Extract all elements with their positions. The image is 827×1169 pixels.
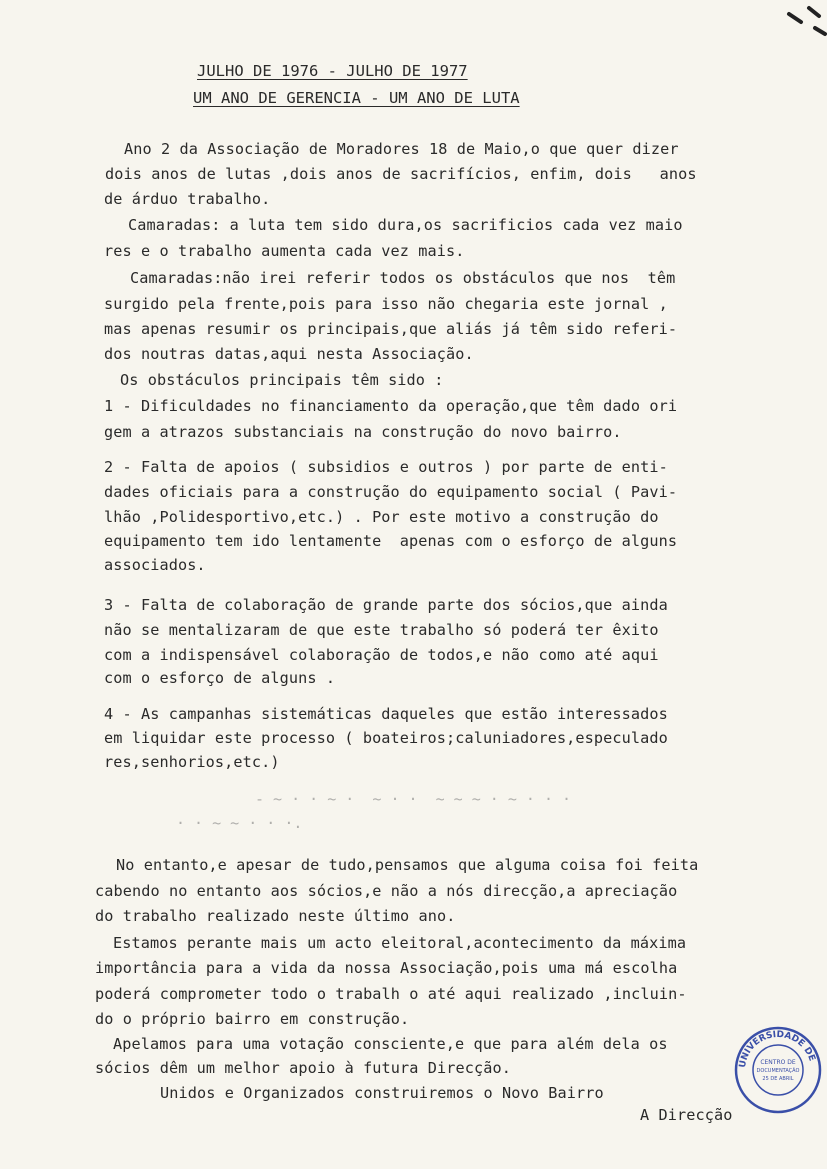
body-line: de árduo trabalho. — [104, 190, 271, 208]
body-line: Estamos perante mais um acto eleitoral,acontecimento da máxima — [113, 934, 687, 952]
body-line: cabendo no entanto aos sócios,e não a nós direcção,a apreciação — [95, 882, 678, 900]
title-line-2: UM ANO DE GERENCIA - UM ANO DE LUTA — [193, 89, 520, 107]
stamp-center-line-1: CENTRO DE — [760, 1059, 796, 1066]
body-line: sócios dêm um melhor apoio à futura Direcção. — [95, 1059, 511, 1077]
body-line: res,senhorios,etc.) — [104, 753, 280, 771]
body-line: com a indispensável colaboração de todos,e não como até aqui — [104, 646, 659, 664]
body-line: lhão ,Polidesportivo,etc.) . Por este motivo a construção do — [104, 508, 659, 526]
body-line: No entanto,e apesar de tudo,pensamos que alguma coisa foi feita — [116, 856, 699, 874]
closing-line: Unidos e Organizados construiremos o Novo Bairro — [160, 1084, 604, 1102]
body-line: Camaradas:não irei referir todos os obstáculos que nos têm — [130, 269, 676, 287]
body-line: associados. — [104, 556, 206, 574]
stamp-center-line-3: 25 DE ABRIL — [762, 1076, 794, 1082]
body-line: não se mentalizaram de que este trabalho só poderá ter êxito — [104, 621, 659, 639]
body-line: do o próprio bairro em construção. — [95, 1010, 410, 1028]
body-line: Ano 2 da Associação de Moradores 18 de Maio,o que quer dizer — [124, 140, 679, 158]
body-line: Os obstáculos principais têm sido : — [120, 371, 444, 389]
body-line: dos noutras datas,aqui nesta Associação. — [104, 345, 474, 363]
body-line: 2 - Falta de apoios ( subsidios e outros ) por parte de enti- — [104, 458, 668, 476]
faded-typewriter-line: - ~ · · ~ · ~ · · ~ ~ ~ · ~ · · · — [255, 790, 572, 808]
body-line: mas apenas resumir os principais,que aliás já têm sido referi- — [104, 320, 678, 338]
body-line: do trabalho realizado neste último ano. — [95, 907, 456, 925]
body-line: surgido pela frente,pois para isso não chegaria este jornal , — [104, 295, 668, 313]
faded-typewriter-line: · · ~ ~ · · ·. — [176, 814, 303, 832]
body-line: Camaradas: a luta tem sido dura,os sacrificios cada vez maio — [128, 216, 683, 234]
body-line: importância para a vida da nossa Associação,pois uma má escolha — [95, 959, 678, 977]
body-line: 3 - Falta de colaboração de grande parte dos sócios,que ainda — [104, 596, 668, 614]
body-line: gem a atrazos substanciais na construção do novo bairro. — [104, 423, 622, 441]
archive-stamp — [733, 1025, 823, 1115]
body-line: 4 - As campanhas sistemáticas daqueles que estão interessados — [104, 705, 668, 723]
body-line: poderá comprometer todo o trabalh o até aqui realizado ,incluin- — [95, 985, 687, 1003]
body-line: Apelamos para uma votação consciente,e que para além dela os — [113, 1035, 668, 1053]
corner-punch-marks — [767, 0, 827, 40]
body-line: dades oficiais para a construção do equipamento social ( Pavi- — [104, 483, 678, 501]
body-line: em liquidar este processo ( boateiros;caluniadores,especulado — [104, 729, 668, 747]
body-line: equipamento tem ido lentamente apenas com o esforço de alguns — [104, 532, 678, 550]
body-line: com o esforço de alguns . — [104, 669, 336, 687]
body-line: 1 - Dificuldades no financiamento da operação,que têm dado ori — [104, 397, 678, 415]
stamp-center-line-2: DOCUMENTAÇÃO — [756, 1068, 800, 1074]
body-line: dois anos de lutas ,dois anos de sacrifícios, enfim, dois anos — [105, 165, 697, 183]
stamp-arc-text: UNIVERSIDADE DE — [737, 1029, 817, 1069]
title-line-1: JULHO DE 1976 - JULHO DE 1977 — [197, 62, 468, 80]
body-line: res e o trabalho aumenta cada vez mais. — [104, 242, 465, 260]
signature: A Direcção — [640, 1106, 733, 1124]
